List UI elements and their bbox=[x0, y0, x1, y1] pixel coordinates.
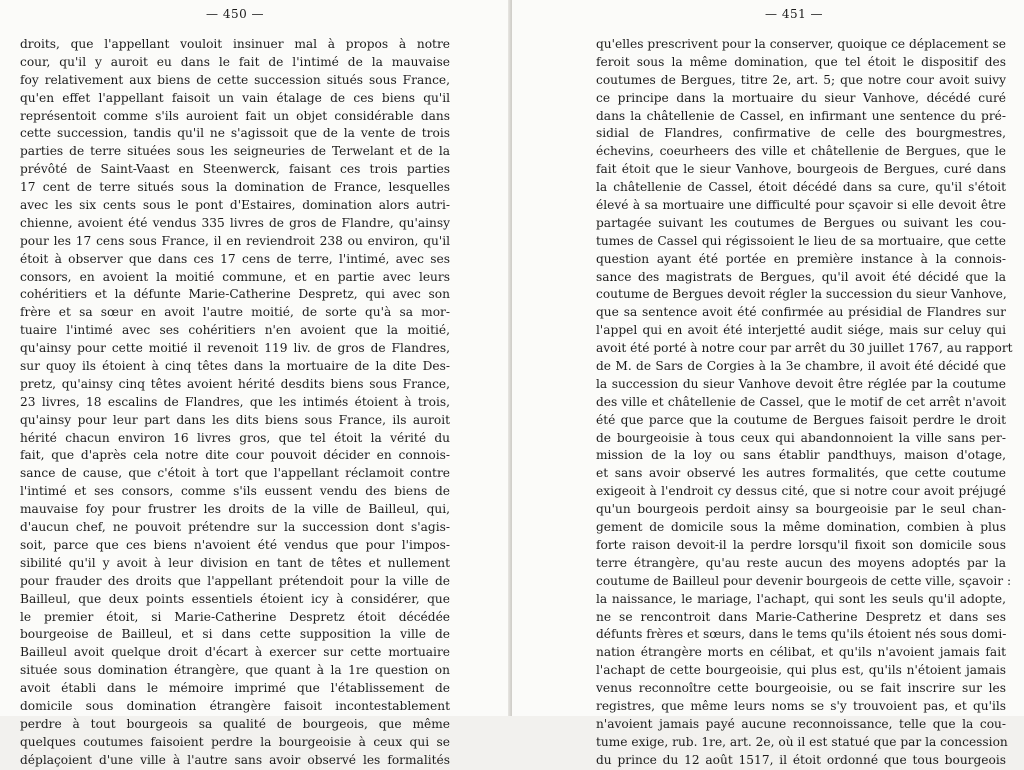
text-line: que sa sentence avoit été confirmée au présidial de Flandres sur bbox=[596, 305, 1006, 320]
text-line: qu'elles prescrivent pour la conserver, quoique ce déplacement se bbox=[596, 37, 1006, 51]
text-line: sance de cause, que c'étoit à tort que l'appellant réclamoit contre bbox=[20, 466, 450, 481]
text-line: hérité chacun environ 16 livres gros, que tel étoit la vérité du bbox=[20, 430, 450, 445]
text-line: et sans avoir observé les autres formalités, que cette coutume bbox=[596, 466, 1006, 481]
text-line: pretz, qu'ainsy cinq têtes avoient hérité desdits biens sous France, bbox=[20, 376, 450, 391]
text-line: ne se rencontroit dans Marie-Catherine Despretz et dans ses bbox=[596, 609, 1006, 624]
text-line: gement de domicile sous la même domination, combien à plus bbox=[596, 520, 1006, 535]
text-line: foy relativement aux biens de cette succession situés sous France, bbox=[20, 72, 450, 87]
text-line: soit, parce que ces biens n'avoient été vendus que pour l'impos- bbox=[20, 537, 450, 552]
text-line: de bourgeoisie à tous ceux qui abandonnoient la ville sans per- bbox=[596, 430, 1006, 445]
text-line: défunts frères et sœurs, dans le tems qu'ils étoient nés sous domi- bbox=[596, 627, 1007, 642]
text-line: coutume de Bergues devoit régler la succession du sieur Vanhove, bbox=[596, 287, 1007, 302]
text-line: l'appel qui en avoit été interjetté audit siége, mais sur celuy qui bbox=[596, 323, 1006, 338]
text-line: venus reconnoître cette bourgeoisie, ou se fait inscrire sur les bbox=[596, 681, 1006, 696]
text-line: avoit été porté à notre cour par arrêt du 30 juillet 1767, au rapport bbox=[596, 341, 1013, 356]
text-line: coutume de Bailleul pour devenir bourgeois de cette ville, sçavoir : bbox=[596, 573, 1012, 588]
text-line: domicile sous domination étrangère faisoit incontestablement bbox=[20, 698, 450, 713]
text-line: la succession du sieur Vanhove devoit être réglée par la coutume bbox=[596, 376, 1006, 391]
text-line: 23 livres, 18 escalins de Flandres, que les intimés étoient à trois, bbox=[20, 394, 450, 409]
text-line: déplaçoient d'une ville à l'autre sans avoir observé les formalités bbox=[20, 752, 450, 767]
text-line: sance des magistrats de Bergues, qu'il avoit été décidé que la bbox=[596, 269, 1006, 284]
text-line: de M. de Sars de Corgies à la 3e chambre, il avoit été décidé que bbox=[596, 359, 1006, 374]
text-line: l'achapt de cette bourgeoisie, qui plus est, qu'ils n'étoient jamais bbox=[596, 663, 1006, 678]
text-line: qu'ainsy pour leur part dans les dits biens sous France, ils auroit bbox=[20, 412, 450, 427]
text-line: perdre à tout bourgeois sa qualité de bourgeois, que même bbox=[20, 716, 450, 731]
text-line: sur quoy ils étoient à cinq têtes dans la mortuaire de la dite Des- bbox=[20, 359, 450, 374]
text-line: tume exige, rub. 1re, art. 2e, où il est statué que par la concession bbox=[596, 734, 1008, 749]
text-line: des ville et châtellenie de Cassel, que le motif de cet arrêt n'avoit bbox=[596, 394, 1006, 409]
text-line: qu'ainsy pour cette moitié il revenoit 119 liv. de gros de Flandres, bbox=[20, 341, 450, 356]
text-line: registres, que même leurs noms se s'y trouvoient pas, et qu'ils bbox=[596, 698, 1006, 713]
text-line: d'aucun chef, ne pouvoit prétendre sur la succession dont s'agis- bbox=[20, 520, 450, 535]
text-line: 17 cent de terre situés sous la domination de France, lesquelles bbox=[20, 180, 450, 195]
text-line: du prince du 12 août 1517, il étoit ordonné que tous bourgeois bbox=[596, 752, 1006, 767]
text-line: mauvaise foy pour frustrer les droits de la ville de Bailleul, qui, bbox=[20, 502, 450, 517]
text-line: chienne, avoient été vendus 335 livres de gros de Flandre, qu'ainsy bbox=[20, 215, 450, 230]
text-line: consors, en avoient la moitié commune, et en partie avec leurs bbox=[20, 269, 450, 284]
text-line: cour, qu'il y auroit eu dans le fait de l'intimé de la mauvaise bbox=[20, 54, 450, 69]
text-line: droits, que l'appellant vouloit insinuer mal à propos à notre bbox=[20, 37, 450, 51]
text-line: sibilité qu'il y avoit à leur division en tant de têtes et nullement bbox=[20, 555, 450, 570]
text-line: échevins, coeurheers des ville et châtellenie de Bergues, que le bbox=[596, 144, 1006, 159]
text-line: dans la châtellenie de Cassel, en infirmant une sentence du pré- bbox=[596, 108, 1006, 123]
text-line: située sous domination étrangère, que quant à la 1re question on bbox=[20, 663, 450, 678]
text-line: l'intimé et ses consors, comme s'ils eussent vendu des biens de bbox=[20, 484, 450, 499]
text-line: question ayant été portée en première instance à la connois- bbox=[596, 251, 1006, 266]
left-page bbox=[0, 0, 512, 767]
right-page-text bbox=[596, 36, 1013, 770]
text-line: parties de terre situées sous les seigneuries de Terwelant et de la bbox=[20, 144, 450, 159]
text-line: représentoit comme s'ils auroient fait un objet considérable dans bbox=[20, 108, 450, 123]
left-page-text bbox=[20, 36, 450, 770]
text-line: sidial de Flandres, confirmative de celle des bourgmestres, bbox=[596, 126, 1006, 141]
text-line: prévôté de Saint-Vaast en Steenwerck, faisant ces trois parties bbox=[20, 162, 450, 177]
text-line: Bailleul avoit quelque droit d'écart à exercer sur cette mortuaire bbox=[20, 645, 450, 660]
text-line: n'avoient jamais payé aucune reconnoissance, telle que la cou- bbox=[596, 716, 1006, 731]
text-line: avec les six cents sous le pont d'Estaires, domination alors autri- bbox=[20, 198, 450, 213]
text-line: cette succession, tandis qu'il ne s'agissoit que de la vente de trois bbox=[20, 126, 450, 141]
text-line: qu'un bourgeois perdoit ainsy sa bourgeoisie par le seul chan- bbox=[596, 502, 1006, 517]
text-line: été que parce que la coutume de Bergues faisoit perdre le droit bbox=[596, 412, 1006, 427]
text-line: bourgeoise de Bailleul, et si dans cette supposition la ville de bbox=[20, 627, 450, 642]
right-page-number: — 451 — bbox=[765, 7, 824, 21]
left-page-number: — 450 — bbox=[206, 7, 265, 21]
text-line: la naissance, le mariage, l'achapt, qui sont les seuls qu'il adopte, bbox=[596, 591, 1006, 606]
text-line: étoit à observer que dans ces 17 cens de terre, l'intimé, avec ses bbox=[20, 251, 450, 266]
text-line: forte raison devoit-il la perdre lorsqu'il fixoit son domicile sous bbox=[596, 537, 1006, 552]
text-line: qu'en effet l'appellant faisoit un vain étalage de ces biens qu'il bbox=[20, 90, 450, 105]
text-line: tumes de Cassel qui régissoient le lieu de sa mortuaire, que cette bbox=[596, 233, 1006, 248]
text-line: terre étrangère, qu'au reste aucun des moyens adoptés par la bbox=[596, 555, 1006, 570]
text-line: cohéritiers et la défunte Marie-Catherine Despretz, qui avec son bbox=[20, 287, 450, 302]
text-line: quelques coutumes faisoient perdre la bourgeoisie à ceux qui se bbox=[20, 734, 450, 749]
text-line: fait étoit que le sieur Vanhove, bourgeois de Bergues, curé dans bbox=[596, 162, 1006, 177]
text-line: Bailleul, que deux points essentiels étoient icy à considérer, que bbox=[20, 591, 450, 606]
text-line: fait, que d'après cela notre dite cour pouvoit décider en connois- bbox=[20, 448, 450, 463]
text-line: feroit sous la même domination, que tel étoit le dispositif des bbox=[596, 54, 1006, 69]
text-line: exigeoit à l'endroit cy dessus cité, que si notre cour avoit préjugé bbox=[596, 484, 1006, 499]
text-line: pour les 17 cens sous France, il en reviendroit 238 ou environ, qu'il bbox=[20, 233, 450, 248]
text-line: nation étrangère morts en célibat, et qu'ils n'avoient jamais fait bbox=[596, 645, 1006, 660]
text-line: le premier étoit, si Marie-Catherine Despretz étoit décédée bbox=[20, 609, 450, 624]
text-line: élevé à sa mortuaire une difficulté pour sçavoir si elle devoit être bbox=[596, 198, 1006, 213]
text-line: pour frauder des droits que l'appellant prétendoit pour la ville de bbox=[20, 573, 450, 588]
text-line: partagée suivant les coutumes de Bergues ou suivant les cou- bbox=[596, 215, 1006, 230]
text-line: ce principe dans la mortuaire du sieur Vanhove, décédé curé bbox=[596, 90, 1006, 105]
text-line: coutumes de Bergues, titre 2e, art. 5; que notre cour avoit suivy bbox=[596, 72, 1006, 87]
text-line: avoit établi dans le mémoire imprimé que l'établissement de bbox=[20, 681, 450, 696]
text-line: frère et sa sœur en avoit l'autre moitié, de sorte qu'à sa mor- bbox=[20, 305, 450, 320]
right-page bbox=[512, 0, 1024, 767]
text-line: mission de la loy ou sans établir pandthuys, maison d'otage, bbox=[596, 448, 1006, 463]
text-line: la châtellenie de Cassel, étoit décédé dans sa cure, qu'il s'étoit bbox=[596, 180, 1006, 195]
text-line: tuaire l'intimé avec ses cohéritiers n'en avoient que la moitié, bbox=[20, 323, 450, 338]
